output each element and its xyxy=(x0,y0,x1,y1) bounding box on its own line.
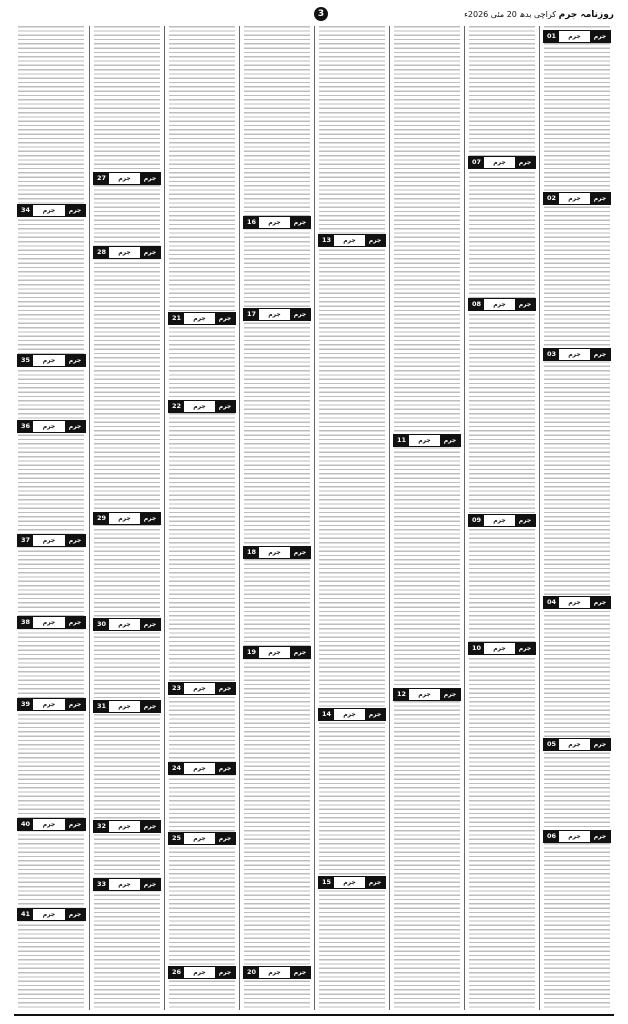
ad-number: 11 xyxy=(394,435,409,446)
ad-logo: جرم xyxy=(440,435,460,446)
ad-number: 09 xyxy=(469,515,484,526)
ad-title: جرم xyxy=(343,711,356,718)
ad-header xyxy=(168,832,236,845)
city: کراچی xyxy=(534,10,557,19)
ad-header xyxy=(543,738,611,751)
ad-title: جرم xyxy=(493,645,506,652)
ad-title: جرم xyxy=(268,219,281,226)
ad-number: 05 xyxy=(544,739,559,750)
ad-number: 18 xyxy=(244,547,259,558)
ad-number: 20 xyxy=(244,967,259,978)
ad-logo: جرم xyxy=(590,831,610,842)
ad-title: جرم xyxy=(568,741,581,748)
ad-number: 14 xyxy=(319,709,334,720)
paper-name: روزنامہ جرم xyxy=(558,10,614,20)
ad-logo: جرم xyxy=(65,205,85,216)
ad-logo: جرم xyxy=(215,833,235,844)
ad-logo: جرم xyxy=(515,515,535,526)
ad-header xyxy=(543,192,611,205)
ad-number: 02 xyxy=(544,193,559,204)
ad-title: جرم xyxy=(118,881,131,888)
ad-header xyxy=(468,642,536,655)
ad-logo: جرم xyxy=(140,173,160,184)
ad-title: جرم xyxy=(42,619,56,626)
ad-header xyxy=(93,172,161,185)
ad-header xyxy=(243,966,311,979)
ad-number: 24 xyxy=(169,763,184,774)
ad-logo: جرم xyxy=(290,967,310,978)
ad-logo: جرم xyxy=(290,647,310,658)
ad-number: 16 xyxy=(244,217,259,228)
ad-header xyxy=(17,818,86,831)
ad-title: جرم xyxy=(493,301,506,308)
ad-header xyxy=(468,514,536,527)
ad-title: جرم xyxy=(493,517,506,524)
ad-title: جرم xyxy=(418,691,431,698)
ad-logo: جرم xyxy=(290,547,310,558)
ad-header xyxy=(318,876,386,889)
ad-header xyxy=(318,234,386,247)
ad-header xyxy=(17,616,86,629)
ad-title: جرم xyxy=(568,833,581,840)
ad-number: 19 xyxy=(244,647,259,658)
ad-header xyxy=(93,878,161,891)
ad-title: جرم xyxy=(568,33,581,40)
ad-number: 01 xyxy=(544,31,559,42)
ad-number: 36 xyxy=(18,421,33,432)
ad-title: جرم xyxy=(568,195,581,202)
ad-logo: جرم xyxy=(215,763,235,774)
ad-number: 21 xyxy=(169,313,184,324)
ad-title: جرم xyxy=(493,159,506,166)
ad-number: 07 xyxy=(469,157,484,168)
ad-header xyxy=(93,246,161,259)
ad-title: جرم xyxy=(193,835,206,842)
ad-logo: جرم xyxy=(365,709,385,720)
ad-number: 23 xyxy=(169,683,184,694)
ad-number: 17 xyxy=(244,309,259,320)
ad-header xyxy=(93,700,161,713)
ad-logo: جرم xyxy=(515,643,535,654)
ad-number: 39 xyxy=(18,699,33,710)
ad-header xyxy=(393,688,461,701)
ad-number: 26 xyxy=(169,967,184,978)
date: بدھ 20 مئی 2026ء xyxy=(464,10,532,19)
column-8 xyxy=(14,26,89,1010)
ad-header xyxy=(243,546,311,559)
ad-logo: جرم xyxy=(365,235,385,246)
column-5 xyxy=(239,26,314,1010)
ad-header xyxy=(468,298,536,311)
ad-header xyxy=(93,820,161,833)
masthead xyxy=(14,4,614,26)
ad-title: جرم xyxy=(42,701,56,708)
ad-number: 03 xyxy=(544,349,559,360)
ad-logo: جرم xyxy=(515,157,535,168)
ad-number: 33 xyxy=(94,879,109,890)
ad-number: 41 xyxy=(18,909,33,920)
ad-number: 38 xyxy=(18,617,33,628)
ad-number: 25 xyxy=(169,833,184,844)
ad-header xyxy=(17,908,86,921)
ad-logo: جرم xyxy=(65,617,85,628)
page-number: 3 xyxy=(314,7,328,21)
column-1 xyxy=(539,26,614,1010)
ad-title: جرم xyxy=(343,879,356,886)
ad-logo: جرم xyxy=(290,217,310,228)
ad-logo: جرم xyxy=(590,597,610,608)
ad-header xyxy=(168,966,236,979)
ad-title: جرم xyxy=(193,969,206,976)
ad-number: 34 xyxy=(18,205,33,216)
ad-number: 04 xyxy=(544,597,559,608)
ad-header xyxy=(17,698,86,711)
ad-logo: جرم xyxy=(140,619,160,630)
ad-logo: جرم xyxy=(140,513,160,524)
ad-header xyxy=(468,156,536,169)
ad-logo: جرم xyxy=(590,349,610,360)
ad-logo: جرم xyxy=(215,967,235,978)
ad-header xyxy=(543,596,611,609)
ad-title: جرم xyxy=(343,237,356,244)
ad-title: جرم xyxy=(118,175,131,182)
ad-number: 15 xyxy=(319,877,334,888)
ad-logo: جرم xyxy=(215,401,235,412)
ad-title: جرم xyxy=(42,423,56,430)
ad-number: 30 xyxy=(94,619,109,630)
ad-header xyxy=(243,646,311,659)
ad-logo: جرم xyxy=(140,879,160,890)
ad-logo: جرم xyxy=(440,689,460,700)
ad-title: جرم xyxy=(193,403,206,410)
ad-title: جرم xyxy=(268,311,281,318)
ad-header xyxy=(393,434,461,447)
ad-logo: جرم xyxy=(215,683,235,694)
column-3 xyxy=(389,26,464,1010)
ad-logo: جرم xyxy=(140,701,160,712)
ad-number: 32 xyxy=(94,821,109,832)
ad-title: جرم xyxy=(193,315,206,322)
ad-header xyxy=(93,618,161,631)
ad-header xyxy=(168,312,236,325)
column-2 xyxy=(464,26,539,1010)
ad-title: جرم xyxy=(268,549,281,556)
ad-number: 08 xyxy=(469,299,484,310)
ad-title: جرم xyxy=(118,249,131,256)
ad-number: 10 xyxy=(469,643,484,654)
ad-logo: جرم xyxy=(590,739,610,750)
ad-header xyxy=(17,204,86,217)
ad-title: جرم xyxy=(118,823,131,830)
ad-logo: جرم xyxy=(590,31,610,42)
ad-number: 29 xyxy=(94,513,109,524)
ad-header xyxy=(168,400,236,413)
ad-logo: جرم xyxy=(65,699,85,710)
ad-logo: جرم xyxy=(65,819,85,830)
ad-header xyxy=(243,216,311,229)
ad-header xyxy=(543,30,611,43)
ad-logo: جرم xyxy=(65,355,85,366)
ad-number: 28 xyxy=(94,247,109,258)
ad-logo: جرم xyxy=(140,821,160,832)
column-6 xyxy=(164,26,239,1010)
ad-number: 22 xyxy=(169,401,184,412)
ad-header xyxy=(543,348,611,361)
ad-number: 12 xyxy=(394,689,409,700)
ad-number: 37 xyxy=(18,535,33,546)
masthead-title xyxy=(464,10,614,20)
ad-title: جرم xyxy=(193,685,206,692)
ad-logo: جرم xyxy=(65,909,85,920)
ad-title: جرم xyxy=(118,621,131,628)
ad-number: 40 xyxy=(18,819,33,830)
ad-title: جرم xyxy=(42,537,56,544)
ad-number: 13 xyxy=(319,235,334,246)
column-4 xyxy=(314,26,389,1010)
ad-number: 06 xyxy=(544,831,559,842)
ad-title: جرم xyxy=(42,357,56,364)
footer-rule xyxy=(14,1014,614,1016)
ad-number: 27 xyxy=(94,173,109,184)
ad-header xyxy=(243,308,311,321)
ad-title: جرم xyxy=(118,703,131,710)
ad-header xyxy=(168,762,236,775)
ad-title: جرم xyxy=(568,599,581,606)
ad-title: جرم xyxy=(118,515,131,522)
ad-title: جرم xyxy=(42,207,56,214)
ad-title: جرم xyxy=(268,969,281,976)
ad-header xyxy=(17,420,86,433)
ad-title: جرم xyxy=(568,351,581,358)
column-7 xyxy=(89,26,164,1010)
ad-logo: جرم xyxy=(290,309,310,320)
ad-logo: جرم xyxy=(65,535,85,546)
ad-header xyxy=(17,354,86,367)
ad-header xyxy=(168,682,236,695)
ad-title: جرم xyxy=(42,821,56,828)
ad-logo: جرم xyxy=(365,877,385,888)
ad-logo: جرم xyxy=(215,313,235,324)
ad-title: جرم xyxy=(42,911,56,918)
ad-header xyxy=(93,512,161,525)
ad-logo: جرم xyxy=(140,247,160,258)
ad-title: جرم xyxy=(268,649,281,656)
ad-header xyxy=(17,534,86,547)
ad-number: 31 xyxy=(94,701,109,712)
ad-logo: جرم xyxy=(590,193,610,204)
ad-header xyxy=(543,830,611,843)
ad-title: جرم xyxy=(193,765,206,772)
classified-columns xyxy=(14,26,614,1010)
ad-number: 35 xyxy=(18,355,33,366)
ad-title: جرم xyxy=(418,437,431,444)
ad-header xyxy=(318,708,386,721)
ad-logo: جرم xyxy=(515,299,535,310)
ad-logo: جرم xyxy=(65,421,85,432)
